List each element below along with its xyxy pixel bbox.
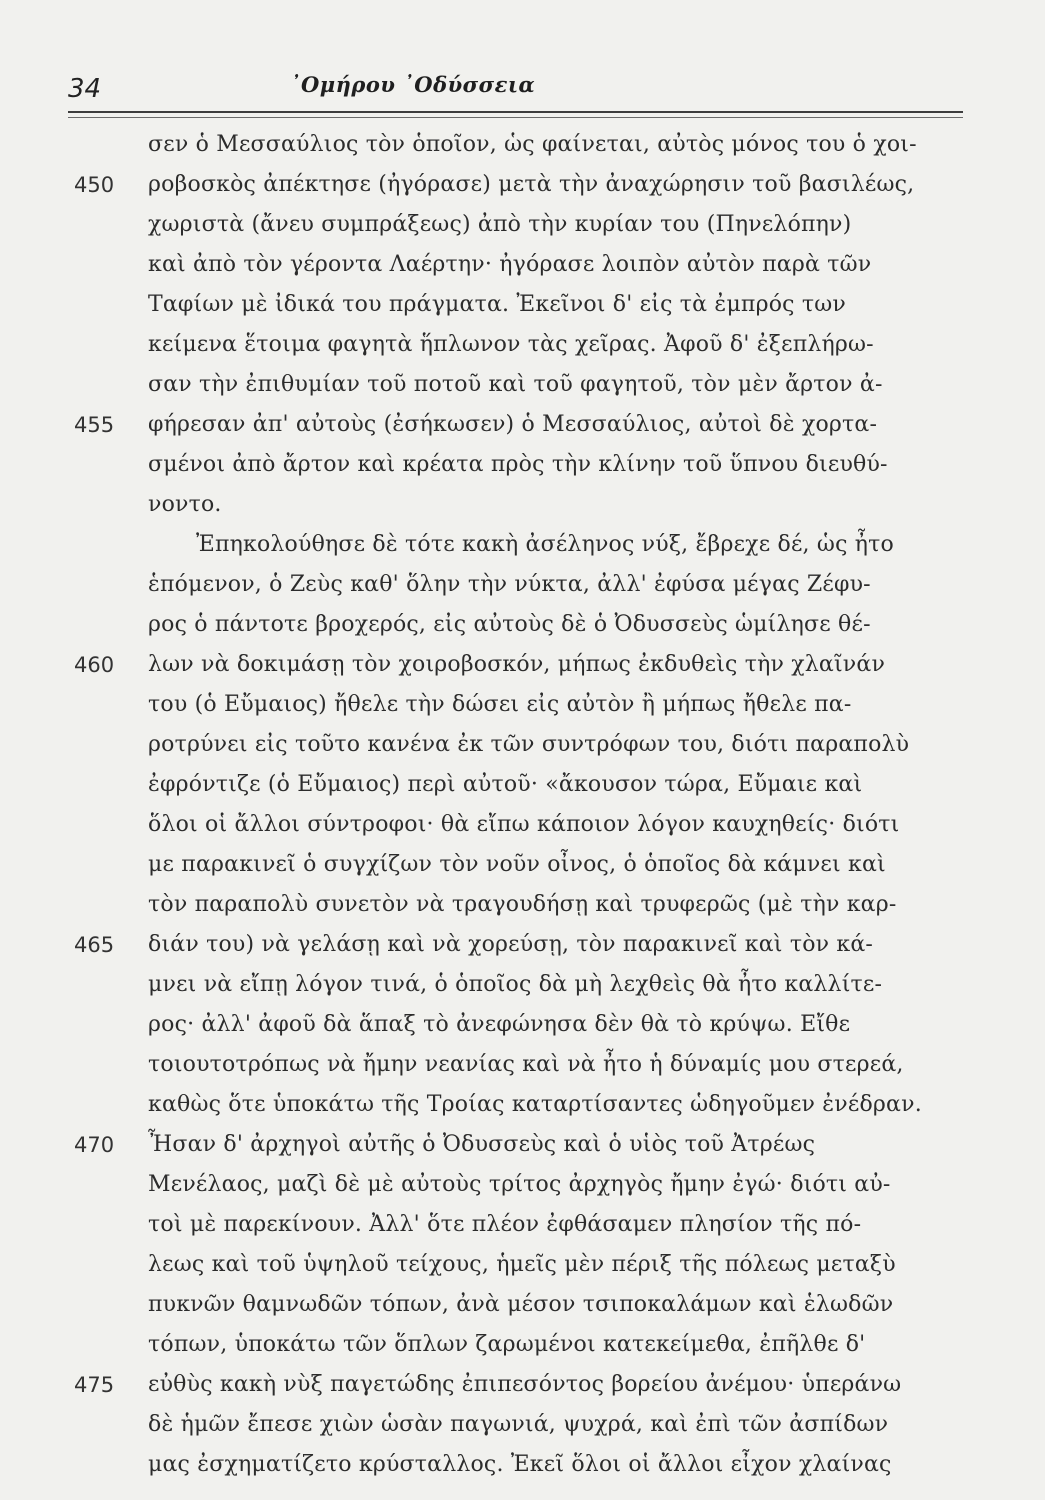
text-line [0,1285,1045,1325]
line-text: Μενέλαος, μαζὶ δὲ μὲ αὐτοὺς τρίτος ἀρχηγὸς ἤμην ἐγώ· διότι αὐ- [148,1172,891,1197]
line-text: ἐφρόντιζε (ὁ Εὔμαιος) περὶ αὐτοῦ· «ἄκουσον τώρα, Εὔμαιε καὶ [148,772,863,797]
line-text: Ἦσαν δ' ἀρχηγοὶ αὐτῆς ὁ Ὀδυσσεὺς καὶ ὁ υἱὸς τοῦ Ἀτρέως [148,1132,816,1157]
line-text: Ἐπηκολούθησε δὲ τότε κακὴ ἀσέληνος νύξ, ἔβρεχε δέ, ὡς ἦτο [196,532,894,557]
text-line [0,205,1045,245]
line-number: 455 [74,413,115,437]
text-line [0,125,1045,165]
text-line [0,1165,1045,1205]
line-text: μνει νὰ εἴπῃ λόγον τινά, ὁ ὁποῖος δὰ μὴ λεχθεὶς θὰ ἦτο καλλίτε- [148,972,883,997]
line-number: 465 [74,933,115,957]
text-line [0,605,1045,645]
line-text: ρος ὁ πάντοτε βροχερός, εἰς αὐτοὺς δὲ ὁ Ὀδυσσεὺς ὡμίλησε θέ- [148,612,871,637]
text-line [0,1405,1045,1445]
text-line [0,725,1045,765]
text-line [0,965,1045,1005]
line-text: μας ἐσχηματίζετο κρύσταλλος. Ἐκεῖ ὅλοι οἱ ἄλλοι εἶχον χλαίνας [148,1452,892,1477]
text-line [0,1325,1045,1365]
text-line [0,285,1045,325]
text-line [0,1365,1045,1405]
line-text: ρος· ἀλλ' ἀφοῦ δὰ ἅπαξ τὸ ἀνεφώνησα δὲν θὰ τὸ κρύψω. Εἴθε [148,1012,851,1037]
text-line [0,1045,1045,1085]
text-line [0,365,1045,405]
text-line [0,1445,1045,1485]
text-line [0,765,1045,805]
header-rule-thin [68,117,963,118]
line-text: σμένοι ἀπὸ ἄρτον καὶ κρέατα πρὸς τὴν κλίνην τοῦ ὕπνου διευθύ- [148,452,888,477]
text-line [0,925,1045,965]
line-text: με παρακινεῖ ὁ συγχίζων τὸν νοῦν οἶνος, ὁ ὁποῖος δὰ κάμνει καὶ [148,852,886,877]
line-text: λεως καὶ τοῦ ὑψηλοῦ τείχους, ἡμεῖς μὲν πέριξ τῆς πόλεως μεταξὺ [148,1252,896,1277]
text-line [0,405,1045,445]
line-text: τοὶ μὲ παρεκίνουν. Ἀλλ' ὅτε πλέον ἐφθάσαμεν πλησίον τῆς πό- [148,1212,862,1237]
line-text: εὐθὺς κακὴ νὺξ παγετώδης ἐπιπεσόντος βορείου ἀνέμου· ὑπεράνω [148,1372,902,1397]
line-text: κείμενα ἕτοιμα φαγητὰ ἥπλωνον τὰς χεῖρας. Ἀφοῦ δ' ἐξεπλήρω- [148,332,874,357]
text-line [0,565,1045,605]
line-text: ὅλοι οἱ ἄλλοι σύντροφοι· θὰ εἴπω κάποιον λόγον καυχηθείς· διότι [148,812,900,837]
text-line [0,165,1045,205]
line-text: σαν τὴν ἐπιθυμίαν τοῦ ποτοῦ καὶ τοῦ φαγητοῦ, τὸν μὲν ἄρτον ἀ- [148,372,883,397]
text-line [0,445,1045,485]
line-text: δὲ ἡμῶν ἔπεσε χιὼν ὡσὰν παγωνιά, ψυχρά, καὶ ἐπὶ τῶν ἀσπίδων [148,1412,889,1437]
line-text: χωριστὰ (ἄνευ συμπράξεως) ἀπὸ τὴν κυρίαν του (Πηνελόπην) [148,212,852,237]
text-line [0,805,1045,845]
text-line [0,1125,1045,1165]
line-text: πυκνῶν θαμνωδῶν τόπων, ἀνὰ μέσον τσιποκαλάμων καὶ ἑλωδῶν [148,1292,894,1317]
line-text: ροβοσκὸς ἀπέκτησε (ἠγόρασε) μετὰ τὴν ἀναχώρησιν τοῦ βασιλέως, [148,172,915,197]
line-text: λων νὰ δοκιμάσῃ τὸν χοιροβοσκόν, μήπως ἐκδυθεὶς τὴν χλαῖνάν [148,652,886,677]
line-text: ἑπόμενον, ὁ Ζεὺς καθ' ὅλην τὴν νύκτα, ἀλλ' ἐφύσα μέγας Ζέφυ- [148,572,871,597]
text-line [0,1005,1045,1045]
line-text: φήρεσαν ἀπ' αὐτοὺς (ἐσήκωσεν) ὁ Μεσσαύλιος, αὐτοὶ δὲ χορτα- [148,412,878,437]
line-text: καὶ ἀπὸ τὸν γέροντα Λαέρτην· ἠγόρασε λοιπὸν αὐτὸν παρὰ τῶν [148,252,872,277]
line-number: 450 [74,173,115,197]
line-text: τοιουτοτρόπως νὰ ἤμην νεανίας καὶ νὰ ἦτο ἡ δύναμίς μου στερεά, [148,1052,904,1077]
line-text: σεν ὁ Μεσσαύλιος τὸν ὁποῖον, ὡς φαίνεται, αὐτὸς μόνος του ὁ χοι- [148,132,917,157]
line-text: τὸν παραπολὺ συνετὸν νὰ τραγουδήσῃ καὶ τρυφερῶς (μὲ τὴν καρ- [148,892,897,917]
line-text: του (ὁ Εὔμαιος) ἤθελε τὴν δώσει εἰς αὐτὸν ἢ μήπως ἤθελε πα- [148,692,852,717]
text-line [0,485,1045,525]
line-text: διάν του) νὰ γελάσῃ καὶ νὰ χορεύσῃ, τὸν παρακινεῖ καὶ τὸν κά- [148,932,874,957]
text-line [0,845,1045,885]
text-line [0,1085,1045,1125]
text-line [0,325,1045,365]
page-header [68,62,963,110]
line-number: 475 [74,1373,115,1397]
line-text: Ταφίων μὲ ἰδικά του πράγματα. Ἐκεῖνοι δ' εἰς τὰ ἐμπρός των [148,292,846,317]
line-number: 460 [74,653,115,677]
line-text: νοντο. [148,492,222,517]
header-rule [68,111,963,113]
line-text: ροτρύνει εἰς τοῦτο κανένα ἐκ τῶν συντρόφων του, διότι παραπολὺ [148,732,910,757]
text-line [0,645,1045,685]
text-line [0,1205,1045,1245]
text-line [0,685,1045,725]
text-line [0,245,1045,285]
page-number: 34 [68,74,102,104]
text-line [0,885,1045,925]
text-line [0,1245,1045,1285]
line-text: καθὼς ὅτε ὑποκάτω τῆς Τροίας καταρτίσαντες ὡδηγοῦμεν ἐνέδραν. [148,1092,922,1117]
running-title: ᾿Ομήρου ᾿Οδύσσεια [290,72,536,97]
line-text: τόπων, ὑποκάτω τῶν ὅπλων ζαρωμένοι κατεκείμεθα, ἐπῆλθε δ' [148,1332,866,1357]
text-line [0,525,1045,565]
line-number: 470 [74,1133,115,1157]
